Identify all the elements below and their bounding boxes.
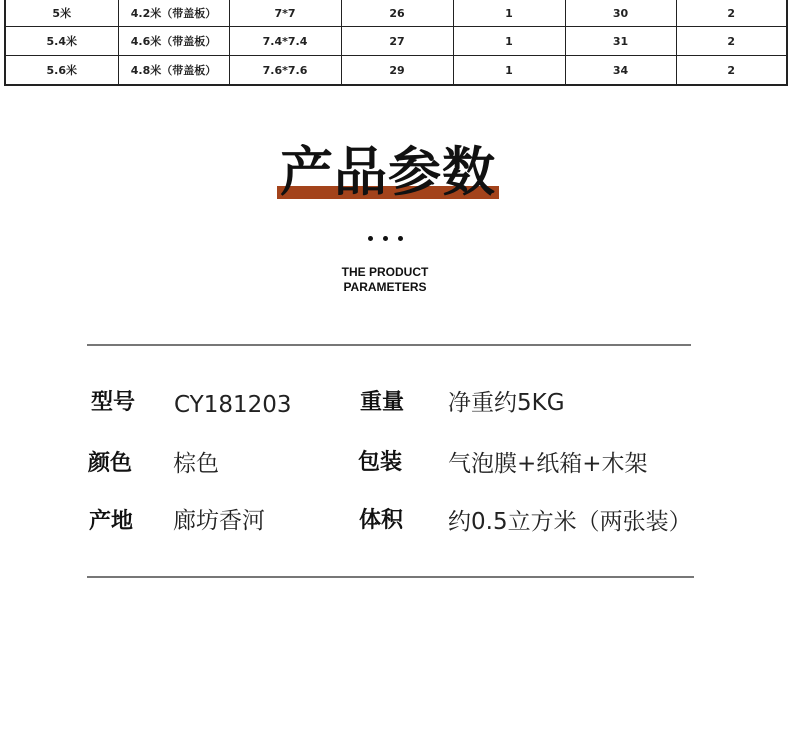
table-row	[5, 0, 787, 27]
table-cell: 1	[453, 56, 565, 86]
table-cell: 29	[341, 56, 453, 86]
table-cell: 27	[341, 27, 453, 56]
table-cell: 7.6*7.6	[229, 56, 341, 86]
table-cell: 5.4米	[5, 27, 118, 56]
model-value: CY181203	[174, 392, 292, 418]
origin-label: 产地	[89, 509, 134, 534]
table-cell: 4.8米（带盖板）	[118, 56, 229, 86]
volume-value: 约0.5立方米（两张装）	[448, 509, 692, 535]
subtitle-line: PARAMETERS	[343, 280, 427, 294]
divider-line	[87, 576, 694, 578]
weight-value: 净重约5KG	[448, 390, 565, 416]
color-value: 棕色	[173, 451, 219, 477]
package-value: 气泡膜+纸箱+木架	[448, 451, 648, 477]
table-cell: 2	[676, 0, 787, 27]
dots-divider	[366, 236, 406, 244]
origin-value: 廊坊香河	[173, 508, 265, 534]
table-cell: 7*7	[229, 0, 341, 27]
package-label: 包装	[358, 450, 403, 475]
subtitle	[300, 265, 470, 295]
table-cell: 5米	[5, 0, 118, 27]
size-table-container	[4, 0, 786, 86]
table-cell: 1	[453, 0, 565, 27]
dot-icon	[398, 236, 403, 241]
table-cell: 31	[565, 27, 676, 56]
dot-icon	[383, 236, 388, 241]
table-cell: 5.6米	[5, 56, 118, 86]
table-cell: 1	[453, 27, 565, 56]
divider-line	[87, 344, 691, 346]
table-row	[5, 27, 787, 56]
table-cell: 4.2米（带盖板）	[118, 0, 229, 27]
table-cell: 26	[341, 0, 453, 27]
table-row	[5, 56, 787, 86]
table-cell: 34	[565, 56, 676, 86]
size-table	[4, 0, 788, 86]
volume-label: 体积	[359, 508, 404, 533]
table-cell: 4.6米（带盖板）	[118, 27, 229, 56]
table-cell: 2	[676, 56, 787, 86]
table-cell: 2	[676, 27, 787, 56]
weight-label: 重量	[360, 390, 405, 415]
model-label: 型号	[91, 390, 136, 415]
page-title: 产品参数	[280, 142, 496, 203]
color-label: 颜色	[88, 451, 133, 476]
table-cell: 30	[565, 0, 676, 27]
dot-icon	[368, 236, 373, 241]
subtitle-line: THE PRODUCT	[341, 265, 429, 279]
table-cell: 7.4*7.4	[229, 27, 341, 56]
